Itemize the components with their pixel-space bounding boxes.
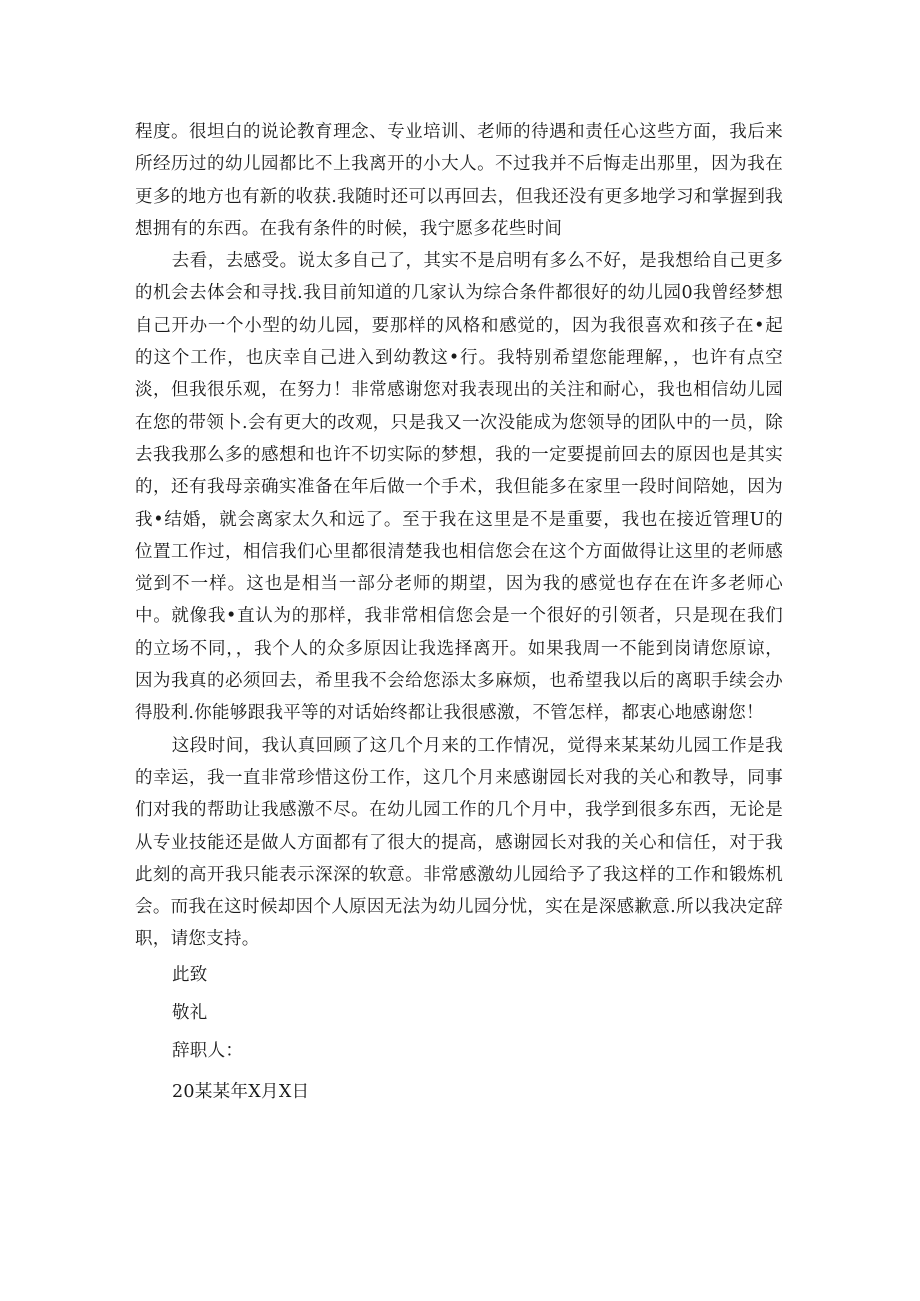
paragraph-3: 这段时间，我认真回顾了这几个月来的工作情况，觉得来某某幼儿园工作是我的幸运，我一直非常珍惜这份工作，这几个月来感谢园长对我的关心和教导，同事们对我的帮助让我感激不尽。在幼儿园工作的几个月中，我学到很多东西，无论是从专业技能还是做人方面都有了很大的提高，感谢园长对我的关心和信任，对于我此刻的高开我只能表示深深的软意。非常感激幼儿园给予了我这样的工作和锻炼机会。而我在这时候却因个人原因无法为幼儿园分忧，实在是深感歉意.所以我决定辞职，请您支持。 (135, 735, 783, 950)
letter-date: 20某某年X月X日 (172, 1081, 310, 1102)
salutation: 此致 (172, 964, 208, 985)
paragraph-1: 程度。很坦白的说论教育理念、专业培训、老师的待遇和责任心这些方面，我后来所经历过的幼儿园都比不上我离开的小大人。不过我并不后悔走出那里，因为我在更多的地方也有新的收获.我随时还可以再回去，但我还没有更多地学习和掌握到我想拥有的东西。在我有条件的时候，我宁愿多花些时间 (135, 122, 783, 239)
signer-label: 辞职人： (172, 1040, 244, 1061)
paragraph-2: 去看，去感受。说太多自己了，其实不是启明有多么不好，是我想给自己更多的机会去体会和寻找.我目前知道的几家认为综合条件都很好的幼儿园0我曾经梦想自己开办一个小型的幼儿园，要那样的风格和感觉的，因为我很喜欢和孩子在•起的这个工作，也庆幸自己进入到幼教这•行。我特别希望您能理解，，也许有点空淡，但我很乐观，在努力！非常感谢您对我表现出的关注和耐心，我也相信幼儿园在您的带领卜.会有更大的改观，只是我又一次没能成为您领导的团队中的一员，除去我我那么多的感想和也许不切实际的梦想，我的一定要提前回去的原因也是其实的，还有我母亲确实准备在年后做一个手术，我但能多在家里一段时间陪她，因为我•结婚，就会离家太久和远了。至于我在这里是不是重要，我也在接近管理U的位置工作过，相信我们心里都很清楚我也相信您会在这个方面做得让这里的老师感觉到不一样。这也是相当一部分老师的期望，因为我的感觉也存在在许多老师心中。就像我•直认为的那样，我非常相信您会是一个很好的引领者，只是现在我们的立场不同，，我个人的众多原因让我选择离开。如果我周一不能到岗请您原谅，因为我真的必须回去，希里我不会给您添太多麻烦，也希望我以后的离职手续会办得股利.你能够跟我平等的对话始终都让我很感激，不管怎样，都衷心地感谢您！ (135, 251, 783, 724)
regards: 敬礼 (172, 1002, 208, 1023)
letter-body (135, 116, 783, 1112)
